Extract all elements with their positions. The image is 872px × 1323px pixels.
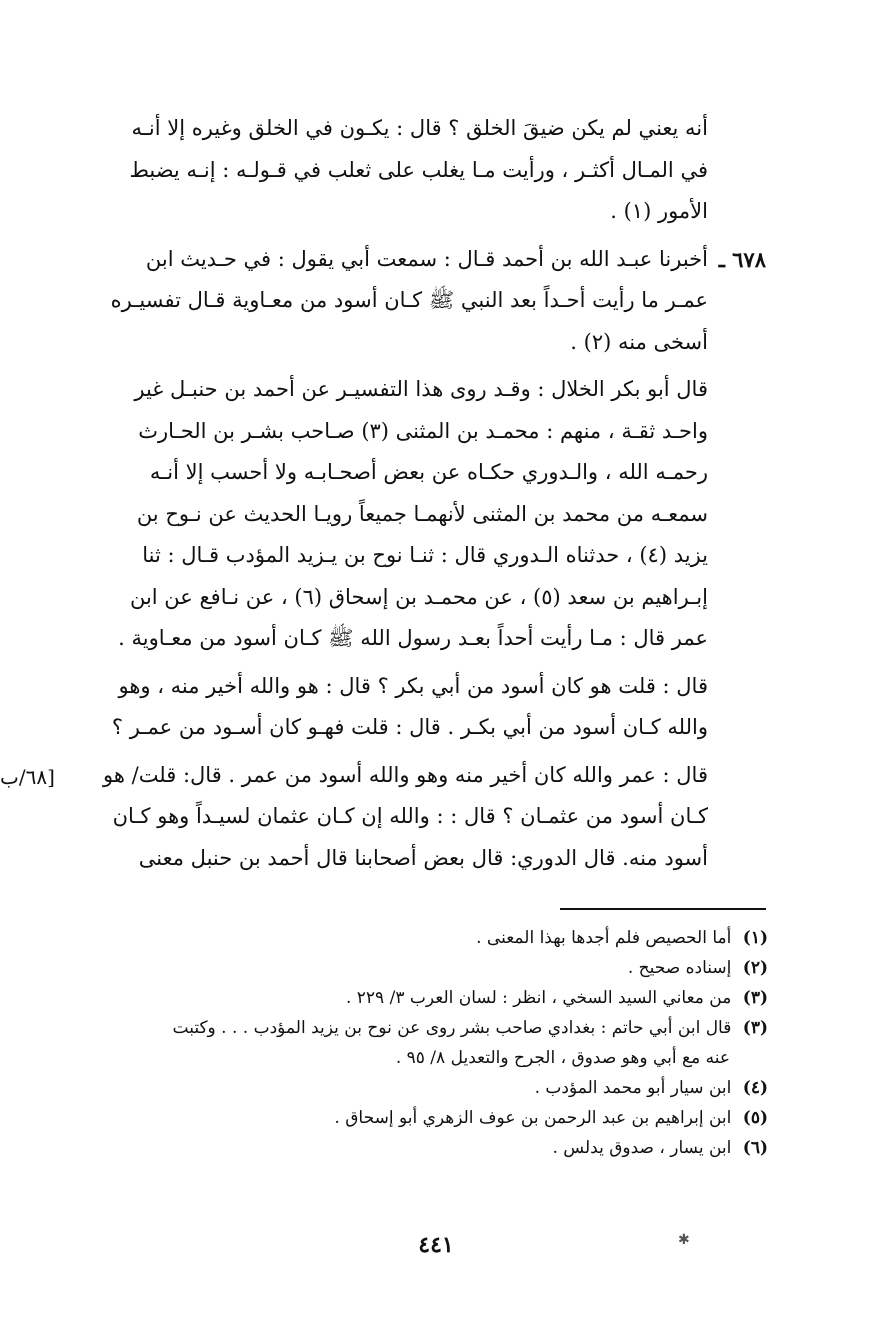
- footnote-text: ابن يسار ، صدوق يدلس .: [552, 1138, 732, 1158]
- text-line: واحـد ثقـة ، منهم : محمـد بن المثنى (٣) صـاحب بشـر بن الحـارث: [138, 418, 708, 443]
- footnote-text: ابن سيار أبو محمد المؤدب .: [534, 1078, 732, 1098]
- footnote-4: [70, 1073, 768, 1103]
- text-line: أسود منه. قال الدوري: قال بعض أصحابنا قال أحمد بن حنبل معنى: [138, 845, 708, 870]
- main-text-block: [68, 108, 766, 885]
- footnote-1: [70, 923, 768, 953]
- manuscript-folio-note: [٦٨/ب: [0, 765, 55, 789]
- footnote-number: (٢): [742, 958, 768, 978]
- footnote-number: (٦): [742, 1138, 768, 1158]
- text-line: سمعـه من محمد بن المثنى لأنهمـا جميعاً رويـا الحديث عن نـوح بن: [136, 501, 708, 526]
- footnote-5: [70, 1103, 768, 1133]
- text-line: رحمـه الله ، والـدوري حكـاه عن بعض أصحـابـه ولا أحسب إلا أنـه: [149, 460, 708, 484]
- footnote-6: [70, 1133, 768, 1163]
- text-line: أسخى منه (٢) .: [570, 329, 708, 354]
- footnote-text: من معاني السيد السخي ، انظر : لسان العرب ٣/ ٢٢٩ .: [345, 988, 732, 1008]
- footnote-3b: [70, 1013, 768, 1073]
- footnote-text: أما الحصيص فلم أجدها بهذا المعنى .: [476, 928, 732, 948]
- hadith-number: ٦٧٨ ـ: [718, 246, 766, 272]
- paragraph-hadith-678: [68, 239, 766, 364]
- text-line: يزيد (٤) ، حدثناه الـدوري قال : ثنـا نوح بن يـزيد المؤدب قـال : ثنا: [142, 543, 708, 567]
- text-line: إبـراهيم بن سعد (٥) ، عن محمـد بن إسحاق (٦) ، عن نـافع عن ابن: [129, 584, 708, 609]
- text-line: الأمور (١) .: [610, 199, 708, 223]
- paragraph-4: [68, 666, 708, 749]
- footnote-3a: [70, 983, 768, 1013]
- paragraph-5: [68, 755, 708, 880]
- text-line: قال : عمر والله كان أخير منه وهو والله أسود من عمر . قال: قلت/ هو: [103, 762, 708, 787]
- ornament-mark-icon: ✱: [678, 1232, 690, 1248]
- footnote-text: إسناده صحيح .: [627, 958, 732, 978]
- footnote-number: (٣): [742, 988, 768, 1008]
- footnote-text: قال ابن أبي حاتم : بغدادي صاحب بشر روى عن نوح بن يزيد المؤدب . . . وكتبت: [172, 1018, 732, 1038]
- footnote-number: (٣): [742, 1018, 768, 1038]
- text-line: عمر قال : مـا رأيت أحداً بعـد رسول الله ﷺ كـان أسود من معـاوية .: [118, 626, 708, 650]
- paragraph-3: [68, 369, 708, 660]
- text-line: عمـر ما رأيت أحـداً بعد النبي ﷺ كـان أسود من معـاوية قـال تفسيـره: [110, 288, 708, 312]
- footnote-divider: [560, 908, 766, 910]
- footnote-text: ابن إبراهيم بن عبد الرحمن بن عوف الزهري أبو إسحاق .: [334, 1108, 732, 1128]
- text-line: أنه يعني لم يكن ضيقَ الخلق ؟ قال : يكـون في الخلق وغيره إلا أنـه: [131, 116, 708, 140]
- footnote-2: [70, 953, 768, 983]
- text-line: أخبرنا عبـد الله بن أحمد قـال : سمعت أبي يقول : في حـديث ابن: [145, 246, 708, 271]
- footnote-number: (٤): [742, 1078, 768, 1098]
- text-line: قال : قلت هو كان أسود من أبي بكر ؟ قال : هو والله أخير منه ، وهو: [118, 673, 708, 698]
- text-line: قال أبو بكر الخلال : وقـد روى هذا التفسيـر عن أحمد بن حنبـل غير: [134, 377, 708, 401]
- page-number: ٤٤١: [418, 1232, 454, 1258]
- footnote-number: (٥): [742, 1108, 768, 1128]
- footnote-number: (١): [742, 928, 768, 948]
- footnotes-section: [70, 923, 768, 1163]
- text-line: والله كـان أسود من أبي بكـر . قال : قلت فهـو كان أسـود من عمـر ؟: [111, 715, 708, 739]
- footnote-continuation: عنه مع أبي وهو صدوق ، الجرح والتعديل ٨/ ٩٥ .: [395, 1048, 730, 1068]
- text-line: في المـال أكثـر ، ورأيت مـا يغلب على ثعلب في قـولـه : إنـه يضبط: [129, 157, 708, 182]
- text-line: كـان أسود من عثمـان ؟ قال : : والله إن كـان عثمان لسيـداً وهو كـان: [112, 804, 708, 828]
- paragraph-1: [68, 108, 708, 233]
